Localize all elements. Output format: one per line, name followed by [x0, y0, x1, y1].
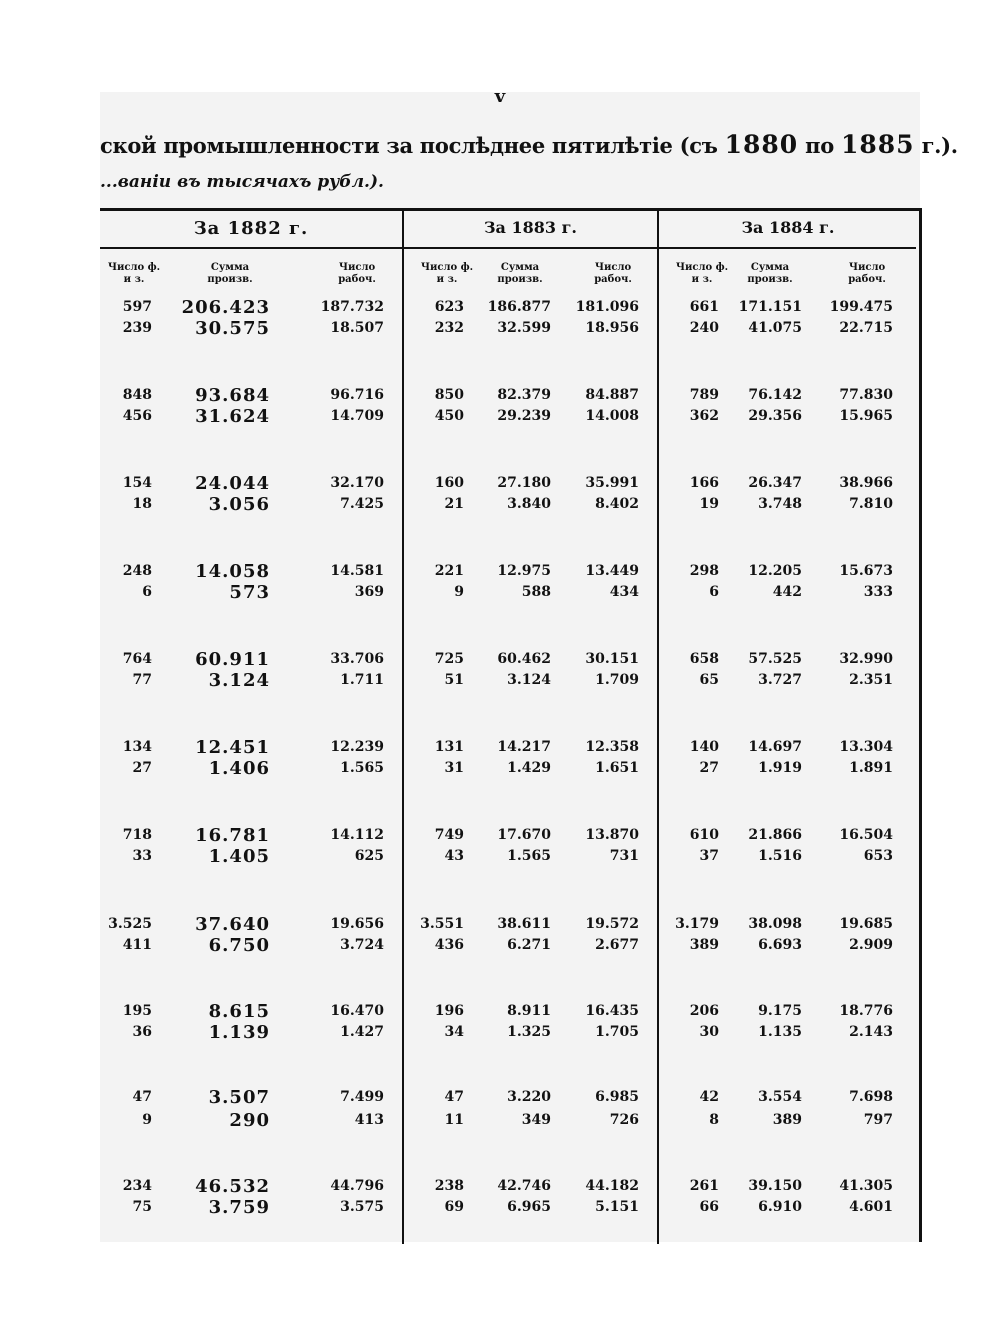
table-cell: 96.716 — [330, 387, 384, 403]
table-cell: 1.516 — [758, 848, 802, 864]
table-cell: 131 — [434, 739, 464, 755]
table-cell: 46.532 — [195, 1176, 270, 1197]
table-cell: 6.965 — [507, 1199, 551, 1215]
table-cell: 17.670 — [497, 827, 551, 843]
page-subtitle: ...ваніи въ тысячахъ рубл.). — [100, 172, 384, 192]
table-cell: 39.150 — [748, 1178, 802, 1194]
column-header: Сумма произв. — [207, 262, 253, 285]
table-cell: 3.525 — [108, 916, 152, 932]
table-cell: 16.504 — [839, 827, 893, 843]
table-cell: 450 — [434, 408, 464, 424]
table-cell: 6.271 — [507, 937, 551, 953]
table-cell: 27 — [132, 760, 152, 776]
table-cell: 240 — [689, 320, 719, 336]
table-cell: 9 — [142, 1112, 152, 1128]
table-cell: 1.711 — [340, 672, 384, 688]
table-cell: 8.615 — [208, 1001, 270, 1022]
table-cell: 298 — [689, 563, 719, 579]
table-cell: 21.866 — [748, 827, 802, 843]
table-cell: 77.830 — [839, 387, 893, 403]
table-cell: 3.840 — [507, 496, 551, 512]
table-cell: 30.151 — [585, 651, 639, 667]
table-cell: 30.575 — [195, 318, 270, 339]
table-cell: 731 — [609, 848, 639, 864]
table-cell: 221 — [434, 563, 464, 579]
table-cell: 60.462 — [497, 651, 551, 667]
table-cell: 2.677 — [595, 937, 639, 953]
table-cell: 3.554 — [758, 1089, 802, 1105]
table-cell: 238 — [434, 1178, 464, 1194]
table-cell: 1.709 — [595, 672, 639, 688]
table-cell: 31 — [444, 760, 464, 776]
table-cell: 661 — [689, 299, 719, 315]
title-year-to: 1885 — [840, 130, 915, 159]
table-cell: 789 — [689, 387, 719, 403]
table-cell: 1.139 — [208, 1022, 270, 1043]
table-cell: 19.572 — [585, 916, 639, 932]
table-cell: 35.991 — [585, 475, 639, 491]
table-cell: 41.075 — [748, 320, 802, 336]
table-cell: 29.239 — [497, 408, 551, 424]
table-cell: 24.044 — [195, 473, 270, 494]
table-cell: 16.435 — [585, 1003, 639, 1019]
table-cell: 160 — [434, 475, 464, 491]
table-cell: 2.351 — [849, 672, 893, 688]
table-cell: 3.124 — [507, 672, 551, 688]
table-cell: 1.325 — [507, 1024, 551, 1040]
table-cell: 588 — [521, 584, 551, 600]
table-cell: 13.304 — [839, 739, 893, 755]
table-cell: 1.565 — [507, 848, 551, 864]
table-cell: 8.402 — [595, 496, 639, 512]
table-cell: 411 — [122, 937, 152, 953]
table-cell: 597 — [122, 299, 152, 315]
table-cell: 12.451 — [195, 737, 270, 758]
table-cell: 84.887 — [585, 387, 639, 403]
column-header: Число рабоч. — [594, 262, 632, 285]
table-cell: 171.151 — [738, 299, 802, 315]
table-cell: 22.715 — [839, 320, 893, 336]
table-cell: 3.575 — [340, 1199, 384, 1215]
table-cell: 66 — [699, 1199, 719, 1215]
table-cell: 12.975 — [497, 563, 551, 579]
table-cell: 3.124 — [208, 670, 270, 691]
table-cell: 51 — [444, 672, 464, 688]
table-cell: 1.705 — [595, 1024, 639, 1040]
table-cell: 16.781 — [195, 825, 270, 846]
column-header: Сумма произв. — [497, 262, 543, 285]
table-cell: 69 — [444, 1199, 464, 1215]
table-cell: 7.810 — [849, 496, 893, 512]
table-cell: 166 — [689, 475, 719, 491]
table-cell: 31.624 — [195, 406, 270, 427]
table-cell: 1.651 — [595, 760, 639, 776]
table-cell: 38.966 — [839, 475, 893, 491]
table-cell: 2.143 — [849, 1024, 893, 1040]
table-cell: 13.449 — [585, 563, 639, 579]
table-cell: 15.965 — [839, 408, 893, 424]
title-part-3: г.). — [914, 133, 958, 158]
table-cell: 76.142 — [748, 387, 802, 403]
column-header: Число ф. и з. — [107, 262, 161, 285]
table-cell: 38.611 — [497, 916, 551, 932]
table-cell: 389 — [689, 937, 719, 953]
table-cell: 29.356 — [748, 408, 802, 424]
table-cell: 186.877 — [487, 299, 551, 315]
table-cell: 32.170 — [330, 475, 384, 491]
table-cell: 27 — [699, 760, 719, 776]
table-cell: 6.985 — [595, 1089, 639, 1105]
table-cell: 7.698 — [849, 1089, 893, 1105]
table-cell: 3.056 — [208, 494, 270, 515]
year-header-1883: За 1883 г. — [484, 218, 577, 237]
table-cell: 3.759 — [208, 1197, 270, 1218]
year-header-1882: За 1882 г. — [193, 218, 309, 239]
table-cell: 206 — [689, 1003, 719, 1019]
table-cell: 726 — [609, 1112, 639, 1128]
table-cell: 434 — [609, 584, 639, 600]
table-cell: 187.732 — [320, 299, 384, 315]
table-cell: 14.697 — [748, 739, 802, 755]
table-cell: 1.429 — [507, 760, 551, 776]
table-cell: 36 — [132, 1024, 152, 1040]
column-header: Сумма произв. — [747, 262, 793, 285]
table-cell: 658 — [689, 651, 719, 667]
table-cell: 37 — [699, 848, 719, 864]
table-cell: 206.423 — [181, 297, 270, 318]
table-cell: 11 — [444, 1112, 464, 1128]
table-cell: 8 — [709, 1112, 719, 1128]
table-cell: 1.919 — [758, 760, 802, 776]
table-cell: 369 — [354, 584, 384, 600]
table-cell: 625 — [354, 848, 384, 864]
table-cell: 261 — [689, 1178, 719, 1194]
table-cell: 14.581 — [330, 563, 384, 579]
column-header: Число ф. и з. — [675, 262, 729, 285]
table-cell: 232 — [434, 320, 464, 336]
table-cell: 610 — [689, 827, 719, 843]
table-cell: 38.098 — [748, 916, 802, 932]
table-cell: 413 — [354, 1112, 384, 1128]
table-cell: 42.746 — [497, 1178, 551, 1194]
table-cell: 14.112 — [330, 827, 384, 843]
table-cell: 15.673 — [839, 563, 893, 579]
table-cell: 4.601 — [849, 1199, 893, 1215]
column-header: Число рабоч. — [338, 262, 376, 285]
table-cell: 18.776 — [839, 1003, 893, 1019]
table-cell: 19.685 — [839, 916, 893, 932]
title-year-from: 1880 — [724, 130, 799, 159]
table-cell: 14.058 — [195, 561, 270, 582]
table-cell: 44.796 — [330, 1178, 384, 1194]
table-cell: 442 — [772, 584, 802, 600]
table-cell: 5.151 — [595, 1199, 639, 1215]
table-cell: 456 — [122, 408, 152, 424]
table-cell: 154 — [122, 475, 152, 491]
table-cell: 3.507 — [208, 1087, 270, 1108]
table-cell: 1.891 — [849, 760, 893, 776]
table-cell: 75 — [132, 1199, 152, 1215]
column-header: Число рабоч. — [848, 262, 886, 285]
table-cell: 82.379 — [497, 387, 551, 403]
table-cell: 18.507 — [330, 320, 384, 336]
table-cell: 239 — [122, 320, 152, 336]
table-cell: 8.911 — [507, 1003, 551, 1019]
column-header: Число ф. и з. — [420, 262, 474, 285]
table-cell: 27.180 — [497, 475, 551, 491]
table-cell: 34 — [444, 1024, 464, 1040]
table-cell: 3.220 — [507, 1089, 551, 1105]
table-cell: 14.008 — [585, 408, 639, 424]
table-cell: 3.179 — [675, 916, 719, 932]
table-cell: 199.475 — [829, 299, 893, 315]
table-cell: 134 — [122, 739, 152, 755]
table-cell: 6 — [142, 584, 152, 600]
table-cell: 2.909 — [849, 937, 893, 953]
table-cell: 623 — [434, 299, 464, 315]
table-cell: 1.135 — [758, 1024, 802, 1040]
table-cell: 573 — [229, 582, 270, 603]
table-cell: 3.748 — [758, 496, 802, 512]
header-rule — [100, 247, 916, 249]
table-cell: 725 — [434, 651, 464, 667]
table-cell: 14.217 — [497, 739, 551, 755]
table-cell: 37.640 — [195, 914, 270, 935]
table-cell: 41.305 — [839, 1178, 893, 1194]
table-cell: 389 — [772, 1112, 802, 1128]
table-cell: 797 — [863, 1112, 893, 1128]
table-cell: 14.709 — [330, 408, 384, 424]
table-cell: 749 — [434, 827, 464, 843]
table-cell: 362 — [689, 408, 719, 424]
table-cell: 6.750 — [208, 935, 270, 956]
table-cell: 349 — [521, 1112, 551, 1128]
table-cell: 850 — [434, 387, 464, 403]
table-cell: 3.551 — [420, 916, 464, 932]
table-cell: 43 — [444, 848, 464, 864]
table-cell: 653 — [863, 848, 893, 864]
table-cell: 248 — [122, 563, 152, 579]
table-cell: 436 — [434, 937, 464, 953]
table-cell: 234 — [122, 1178, 152, 1194]
table-cell: 32.990 — [839, 651, 893, 667]
table-cell: 6 — [709, 584, 719, 600]
table-cell: 12.239 — [330, 739, 384, 755]
table-cell: 65 — [699, 672, 719, 688]
table-cell: 764 — [122, 651, 152, 667]
title-part-2: по — [798, 133, 841, 158]
table-cell: 93.684 — [195, 385, 270, 406]
table-cell: 3.724 — [340, 937, 384, 953]
table-cell: 9.175 — [758, 1003, 802, 1019]
table-cell: 18 — [132, 496, 152, 512]
table-cell: 30 — [699, 1024, 719, 1040]
table-cell: 60.911 — [195, 649, 270, 670]
table-cell: 181.096 — [575, 299, 639, 315]
table-cell: 18.956 — [585, 320, 639, 336]
table-cell: 47 — [132, 1089, 152, 1105]
table-cell: 1.405 — [208, 846, 270, 867]
table-cell: 57.525 — [748, 651, 802, 667]
table-cell: 33 — [132, 848, 152, 864]
page-number: v — [494, 86, 506, 107]
table-cell: 12.205 — [748, 563, 802, 579]
table-cell: 718 — [122, 827, 152, 843]
table-cell: 1.427 — [340, 1024, 384, 1040]
table-cell: 1.406 — [208, 758, 270, 779]
table-cell: 195 — [122, 1003, 152, 1019]
table-cell: 7.425 — [340, 496, 384, 512]
table-cell: 333 — [863, 584, 893, 600]
table-cell: 13.870 — [585, 827, 639, 843]
table-cell: 33.706 — [330, 651, 384, 667]
table-cell: 3.727 — [758, 672, 802, 688]
table-cell: 7.499 — [340, 1089, 384, 1105]
table-cell: 21 — [444, 496, 464, 512]
year-header-1884: За 1884 г. — [741, 218, 835, 237]
table-cell: 12.358 — [585, 739, 639, 755]
table-cell: 6.910 — [758, 1199, 802, 1215]
table-cell: 6.693 — [758, 937, 802, 953]
page-title — [100, 130, 958, 159]
table-cell: 290 — [229, 1110, 270, 1131]
table-cell: 9 — [454, 584, 464, 600]
table-cell: 32.599 — [497, 320, 551, 336]
table-cell: 19.656 — [330, 916, 384, 932]
table-cell: 16.470 — [330, 1003, 384, 1019]
table-cell: 19 — [699, 496, 719, 512]
table-cell: 44.182 — [585, 1178, 639, 1194]
table-cell: 42 — [699, 1089, 719, 1105]
table-cell: 77 — [132, 672, 152, 688]
title-part-1: ской промышленности за послѣднее пятилѣтіе (съ — [100, 133, 725, 158]
table-cell: 47 — [444, 1089, 464, 1105]
table-cell: 26.347 — [748, 475, 802, 491]
table-cell: 1.565 — [340, 760, 384, 776]
table-cell: 848 — [122, 387, 152, 403]
table-cell: 196 — [434, 1003, 464, 1019]
table-cell: 140 — [689, 739, 719, 755]
